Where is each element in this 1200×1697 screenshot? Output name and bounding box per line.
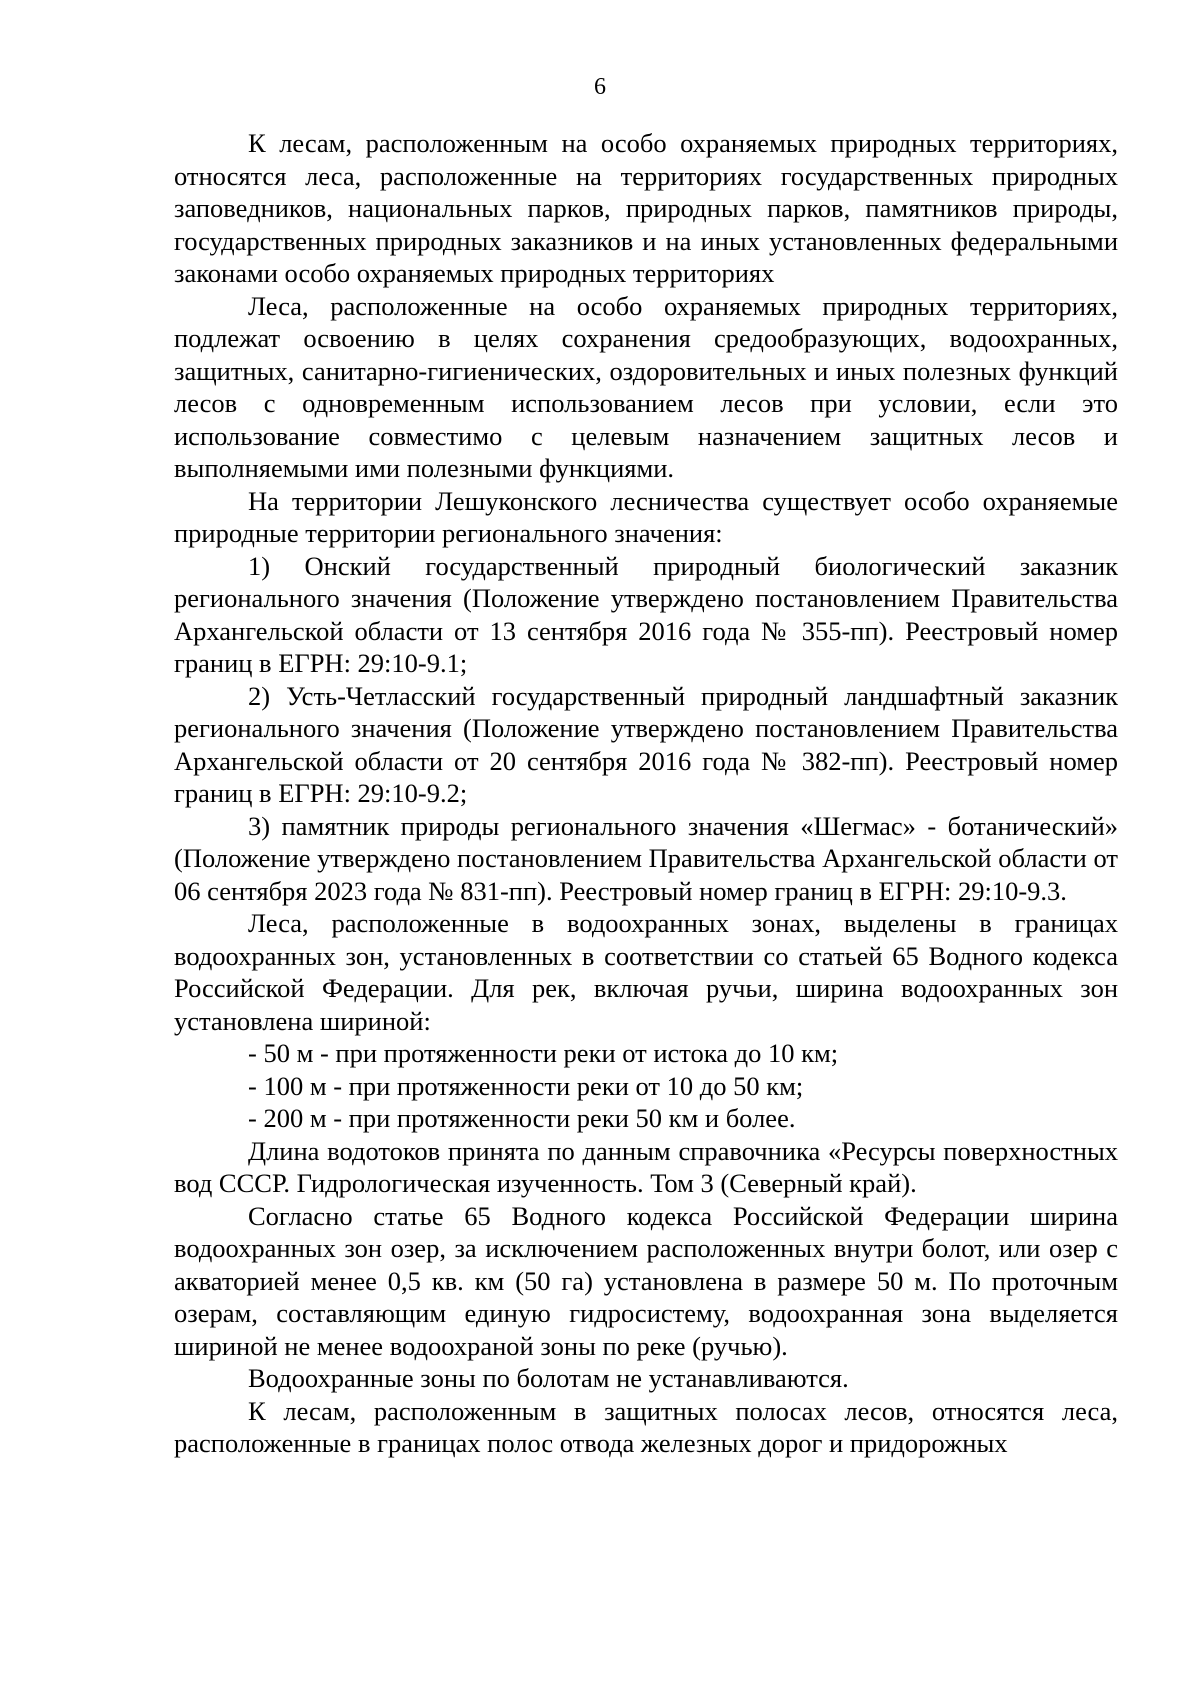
list-item-ust-chetlassky-reserve: 2) Усть-Четласский государственный природный ландшафтный заказник регионального значения (Положение утверждено постановлением Правительства Архангельской области от 20 сентября 2016 года № 382-пп). Реестровый номер границ в ЕГРН: 29:10-9.2;	[174, 680, 1118, 808]
paragraph-protected-areas-use: Леса, расположенные на особо охраняемых природных территориях, подлежат освоению в целях сохранения средообразующих, водоохранных, защитных, санитарно-гигиенических, оздоровительных и иных полезных функций лесов с одновременным использованием лесов при условии, если это использование совместимо с целевым назначением защитных лесов и выполняемыми ими полезными функциями.	[174, 290, 1118, 483]
dash-item-50m: - 50 м - при протяженности реки от истока до 10 км;	[248, 1038, 839, 1068]
list-item-shegmas-monument: 3) памятник природы регионального значения «Шегмас» - ботанический» (Положение утверждено постановлением Правительства Архангельской области от 06 сентября 2023 года № 831-пп). Реестровый номер границ в ЕГРН: 29:10-9.3.	[174, 810, 1118, 906]
paragraph-protective-strips: К лесам, расположенным в защитных полосах лесов, относятся леса, расположенные в границах полос отвода железных дорог и придорожных	[174, 1395, 1118, 1458]
paragraph-watercourse-length: Длина водотоков принята по данным справочника «Ресурсы поверхностных вод СССР. Гидрологическая изученность. Том 3 (Северный край).	[174, 1135, 1118, 1198]
dash-item-200m: - 200 м - при протяженности реки 50 км и более.	[248, 1103, 796, 1133]
dash-item-100m: - 100 м - при протяженности реки от 10 до 50 км;	[248, 1070, 804, 1101]
list-item-onsky-reserve: 1) Онский государственный природный биологический заказник регионального значения (Положение утверждено постановлением Правительства Архангельской области от 13 сентября 2016 года № 355-пп). Реестровый номер границ в ЕГРН: 29:10-9.1;	[174, 550, 1118, 678]
document-body	[174, 127, 1118, 1460]
paragraph-protected-areas-definition: К лесам, расположенным на особо охраняемых природных территориях, относятся леса, расположенные на территориях государственных природных заповедников, национальных парков, природных парков, памятников природы, государственных природных заказников и на иных установленных федеральными законами особо охраняемых природных территориях	[174, 128, 1118, 288]
paragraph-leshukonsky-territories: На территории Лешуконского лесничества существует особо охраняемые природные территории регионального значения:	[174, 485, 1118, 548]
page-number: 6	[594, 74, 606, 100]
paragraph-water-protection-zones: Леса, расположенные в водоохранных зонах, выделены в границах водоохранных зон, установленных в соответствии со статьей 65 Водного кодекса Российской Федерации. Для рек, включая ручьи, ширина водоохранных зон установлена шириной:	[174, 908, 1118, 1036]
paragraph-lake-zones: Согласно статье 65 Водного кодекса Российской Федерации ширина водоохранных зон озер, за исключением расположенных внутри болот, или озер с акваторией менее 0,5 кв. км (50 га) установлена в размере 50 м. По проточным озерам, составляющим единую гидросистему, водоохранная зона выделяется шириной не менее водоохраной зоны по реке (ручью).	[174, 1200, 1118, 1361]
paragraph-swamp-zones: Водоохранные зоны по болотам не устанавливаются.	[248, 1363, 849, 1393]
